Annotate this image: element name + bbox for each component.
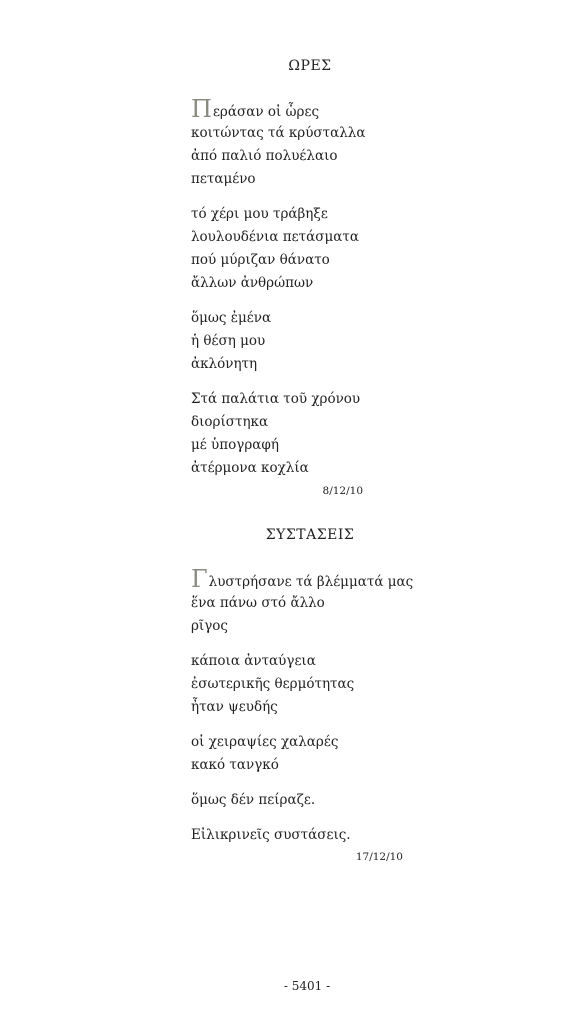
page-number: - 5401 - <box>283 979 331 993</box>
poem-line-text: λυστρήσανε τά βλέμματά μας <box>208 574 414 590</box>
poem-title: ΣΥΣΤΑΣΕΙΣ <box>265 527 355 543</box>
poem-line: κάποια ἀνταύγεια <box>191 653 316 669</box>
poem-line: ὅμως ἐμένα <box>191 310 272 326</box>
poem-line: Στά παλάτια τοῦ χρόνου <box>191 391 361 407</box>
poem-line-text: εράσαν οἱ ὧρες <box>212 104 320 120</box>
poem-line: ἀτέρμονα κοχλία <box>191 460 309 476</box>
poem-line: ἕνα πάνω στό ἄλλο <box>191 595 325 611</box>
poem-line: ἀκλόνητη <box>191 356 258 372</box>
poem-line: Εἰλικρινεῖς συστάσεις. <box>191 827 351 843</box>
poem-line <box>191 565 551 593</box>
poem-line: μέ ὑπογραφή <box>191 437 279 453</box>
drop-cap: Γ <box>191 565 208 593</box>
poem-line: ἄλλων ἀνθρώπων <box>191 275 314 291</box>
poem-line: οἱ χειραψίες χαλαρές <box>191 734 339 750</box>
poem-line <box>191 95 551 123</box>
poem-date: 8/12/10 <box>322 485 363 497</box>
drop-cap: Π <box>191 95 212 123</box>
poem-line: πεταμένο <box>191 171 256 187</box>
poem-line: ἡ θέση μου <box>191 333 266 349</box>
poem-line: ἐσωτερικῆς θερμότητας <box>191 676 355 692</box>
poem-body <box>191 95 551 480</box>
poem-body <box>191 565 551 847</box>
poem-line: κακό τανγκό <box>191 757 279 773</box>
poem-line: κοιτώντας τά κρύσταλλα <box>191 125 366 141</box>
poem-date: 17/12/10 <box>355 851 403 863</box>
poem-line: ἦταν ψευδής <box>191 699 278 715</box>
poem-line: ρῖγος <box>191 618 228 634</box>
poem-title: ΩΡΕΣ <box>288 58 332 74</box>
poem-line: διορίστηκα <box>191 414 269 430</box>
poem-line: ὅμως δέν πείραζε. <box>191 792 316 808</box>
poem-line: ἀπό παλιό πολυέλαιο <box>191 148 338 164</box>
poem-line: λουλουδένια πετάσματα <box>191 229 359 245</box>
poem-line: πού μύριζαν θάνατο <box>191 252 330 268</box>
poem-line: τό χέρι μου τράβηξε <box>191 206 328 222</box>
